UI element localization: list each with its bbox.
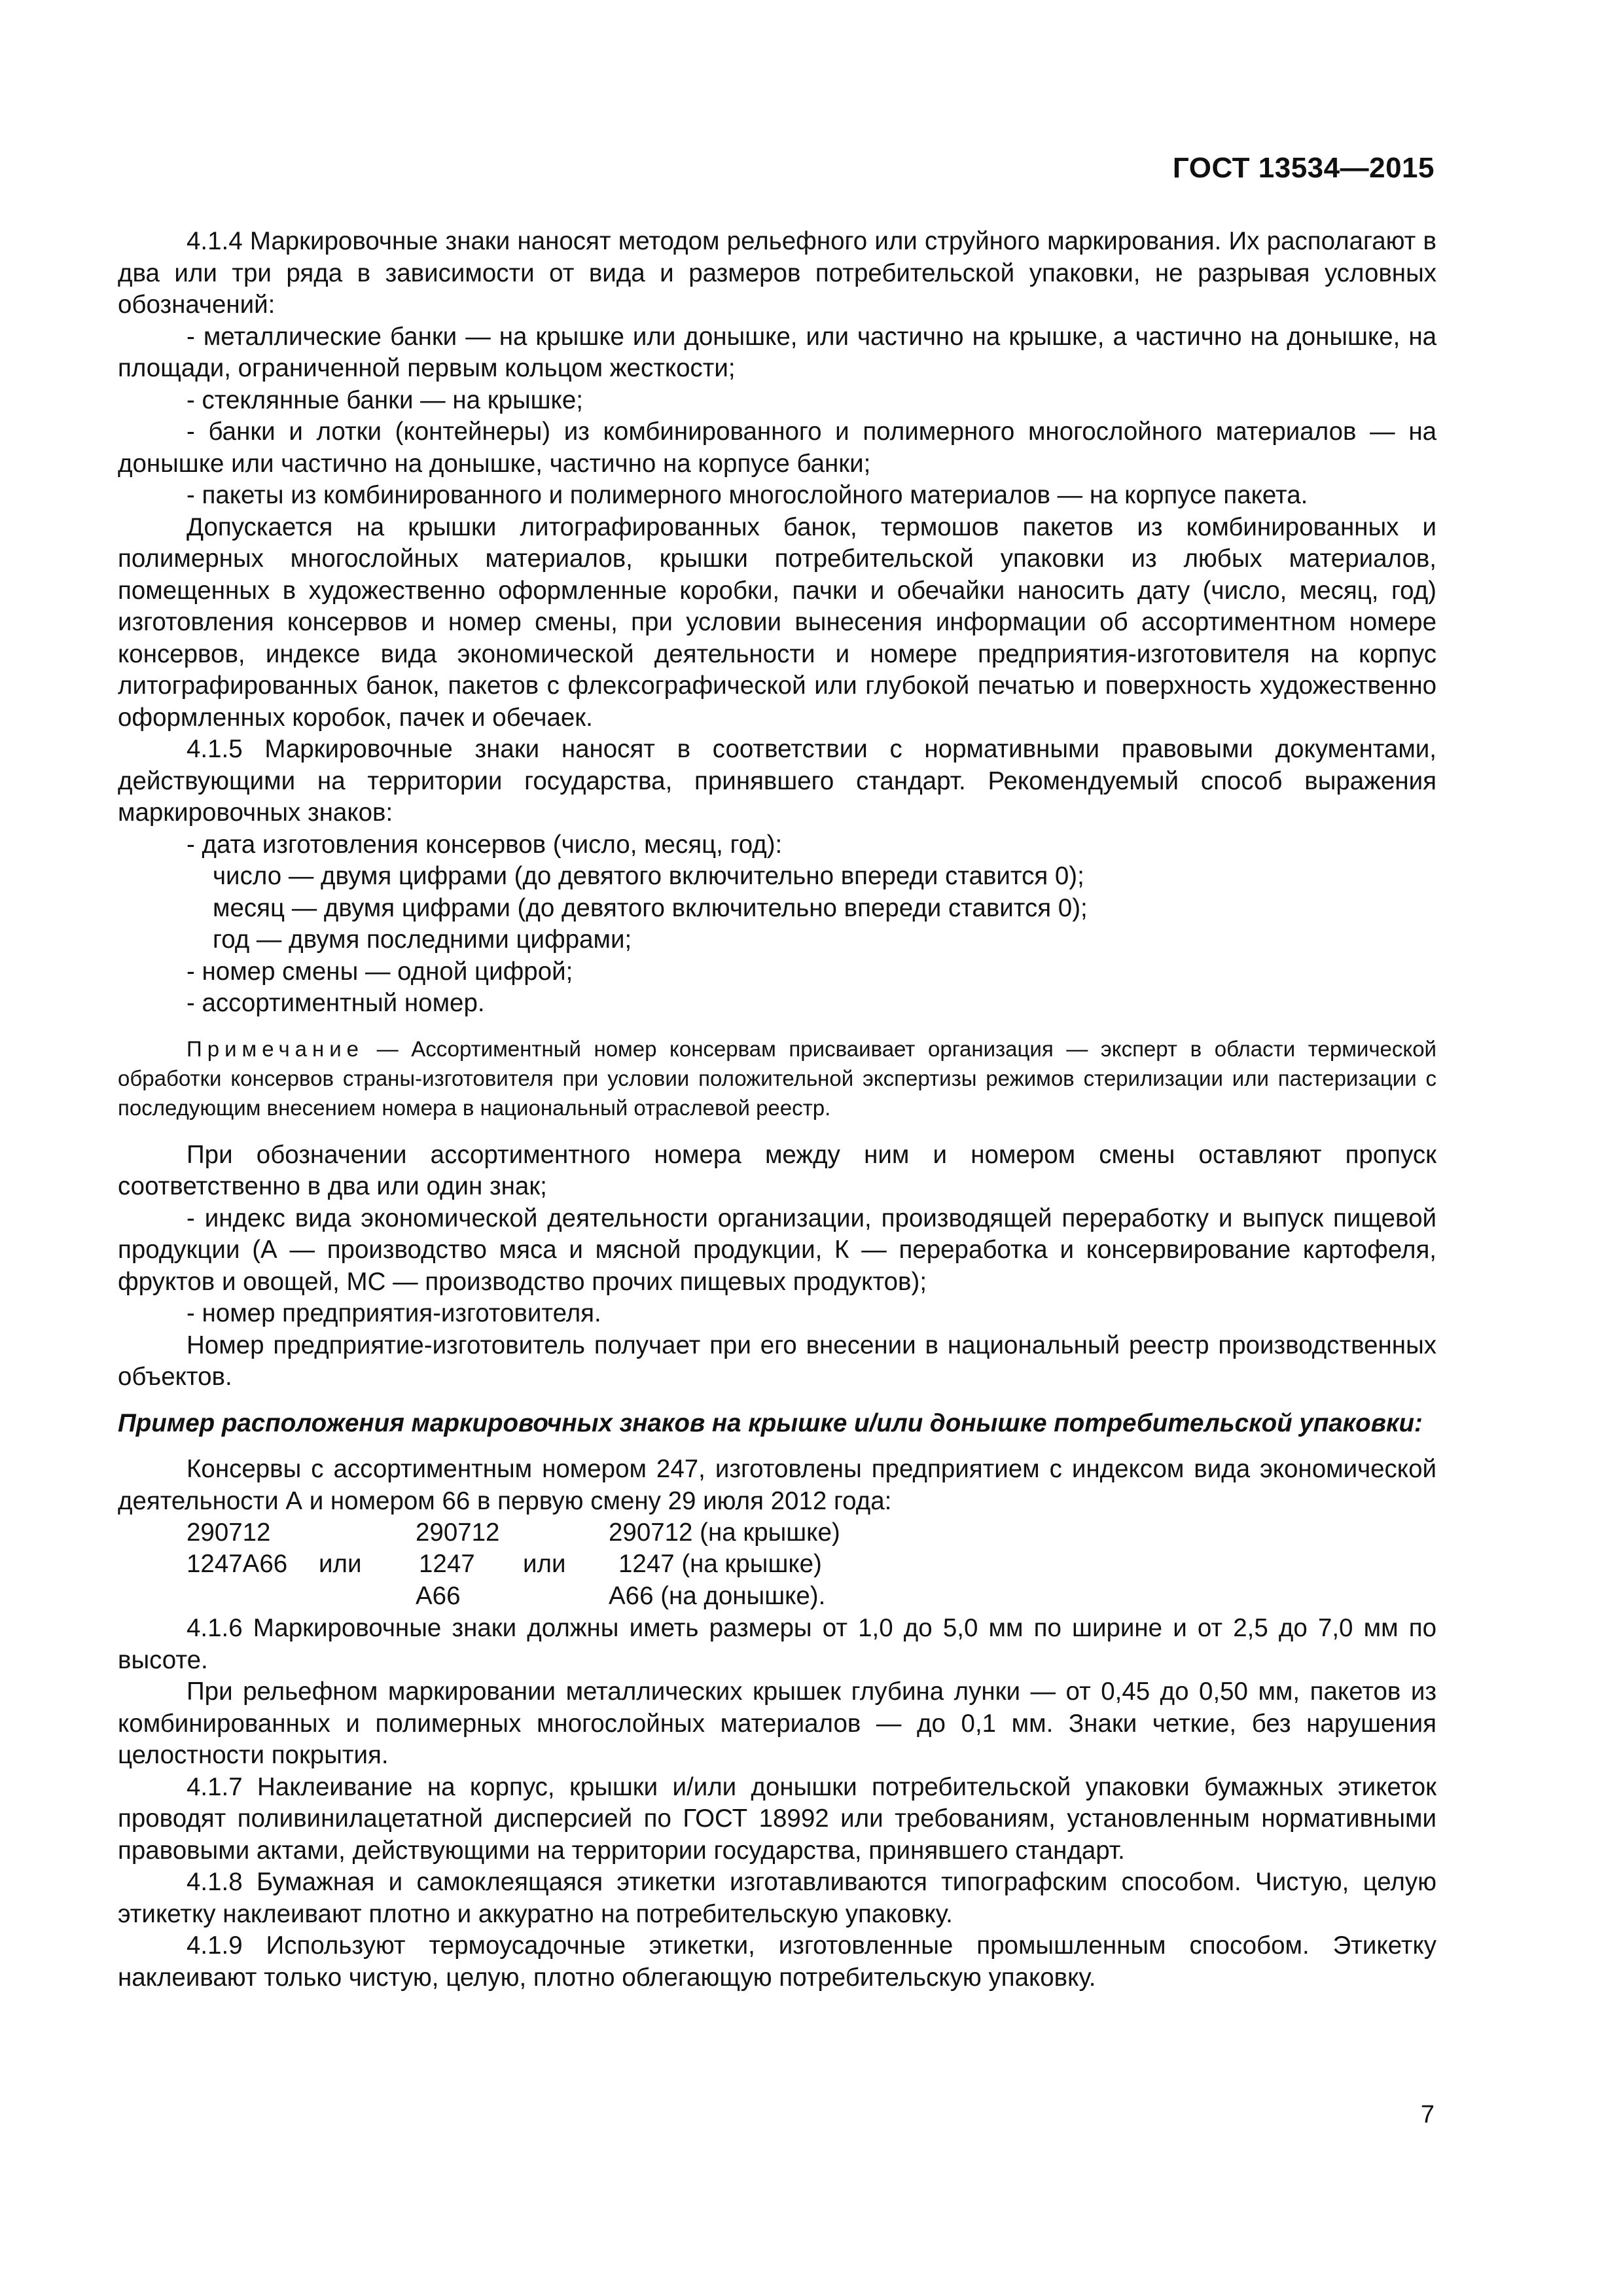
code-c-line2: 1247 (на крышке) bbox=[618, 1550, 822, 1578]
or-label-1: или bbox=[319, 1550, 362, 1578]
list-item-assortment: - ассортиментный номер. bbox=[187, 989, 485, 1017]
clause-4-1-9: 4.1.9 Используют термоусадочные этикетки, изготовленные промышленным способом. Этикетку наклеивают только чистую, целую, плотно облегающую потребительскую упаковку. bbox=[118, 1931, 1436, 1992]
code-b-line2: 1247 bbox=[419, 1550, 475, 1578]
clause-4-1-8: 4.1.8 Бумажная и самоклеящаяся этикетки изготавливаются типографским способом. Чистую, целую этикетку наклеивают плотно и аккуратно на потребительскую упаковку. bbox=[118, 1868, 1436, 1928]
example-text: Консервы с ассортиментным номером 247, изготовлены предприятием с индексом вида экономической деятельности А и номером 66 в первую смену 29 июля 2012 года: bbox=[118, 1455, 1436, 1515]
sub-item-day: число — двумя цифрами (до девятого включительно впереди ставится 0); bbox=[213, 862, 1084, 890]
code-a-line2: 1247А66 bbox=[187, 1550, 288, 1578]
code-a-line1: 290712 bbox=[187, 1518, 271, 1547]
note-label: Примечание bbox=[187, 1036, 365, 1061]
list-item-glass-jars: - стеклянные банки — на крышке; bbox=[187, 386, 583, 414]
list-item-activity-index: - индекс вида экономической деятельности организации, производящей переработку и выпуск пищевой продукции (А — производство мяса и мясной продукции, К — переработка и консервирование картофеля, фруктов и овощей, МС — производство прочих пищевых продуктов); bbox=[118, 1204, 1436, 1296]
code-c-line1: 290712 (на крышке) bbox=[609, 1518, 840, 1547]
example-heading: Пример расположения маркировочных знаков на крышке и/или донышке потребительской упаковки: bbox=[118, 1408, 1423, 1437]
code-c-line3: А66 (на донышке). bbox=[609, 1582, 826, 1610]
list-item-shift: - номер смены — одной цифрой; bbox=[187, 957, 573, 986]
clause-4-1-6: 4.1.6 Маркировочные знаки должны иметь размеры от 1,0 до 5,0 мм по ширине и от 2,5 до 7,0 мм по высоте. bbox=[118, 1614, 1436, 1674]
list-item-metal-cans: - металлические банки — на крышке или донышке, или частично на крышке, а частично на донышке, на площади, ограниченной первым кольцом жесткости; bbox=[118, 322, 1436, 382]
note-text: — Ассортиментный номер консервам присваивает организация — эксперт в области термической обработки консервов страны-изготовителя при условии положительной экспертизы режимов стерилизации или пастеризации с последующим внесением номера в национальный отраслевой реестр. bbox=[118, 1036, 1436, 1120]
paragraph-gap: При обозначении ассортиментного номера между ним и номером смены оставляют пропуск соответственно в два или один знак; bbox=[118, 1140, 1436, 1200]
clause-4-1-4: 4.1.4 Маркировочные знаки наносят методом рельефного или струйного маркирования. Их располагают в два или три ряда в зависимости от вида и размеров потребительской упаковки, не разрывая условных обозначений: bbox=[118, 227, 1436, 319]
paragraph-relief: При рельефном маркировании металлических крышек глубина лунки — от 0,45 до 0,50 мм, пакетов из комбинированных и полимерных многослойных материалов — до 0,1 мм. Знаки четкие, без нарушения целостности покрытия. bbox=[118, 1677, 1436, 1769]
code-b-line3: А66 bbox=[416, 1582, 461, 1610]
sub-item-year: год — двумя последними цифрами; bbox=[213, 925, 632, 954]
note-paragraph bbox=[118, 1034, 1436, 1122]
paragraph-allowed: Допускается на крышки литографированных банок, термошов пакетов из комбинированных и полимерных многослойных материалов, крышки потребительской упаковки из любых материалов, помещенных в художественно оформленные коробки, пачки и обечайки наносить дату (число, месяц, год) изготовления консервов и номер смены, при условии вынесения информации об ассортиментном номере консервов, индексе вида экономической деятельности и номере предприятия-изготовителя на корпус литографированных банок, пакетов с флексографической или глубокой печатью и поверхность художественно оформленных коробок, пачек и обечаек. bbox=[118, 512, 1436, 732]
list-item-trays: - банки и лотки (контейнеры) из комбинированного и полимерного многослойного материалов — на донышке или частично на донышке, частично на корпусе банки; bbox=[118, 418, 1436, 478]
marking-codes-example bbox=[118, 1517, 1436, 1613]
standard-designation: ГОСТ 13534—2015 bbox=[1172, 152, 1435, 184]
page-number: 7 bbox=[1420, 2101, 1435, 2128]
page-body bbox=[118, 226, 1436, 1994]
clause-4-1-5: 4.1.5 Маркировочные знаки наносят в соответствии с нормативными правовыми документами, действующими на территории государства, принявшего стандарт. Рекомендуемый способ выражения маркировочных знаков: bbox=[118, 735, 1436, 827]
paragraph-registry: Номер предприятие-изготовитель получает при его внесении в национальный реестр производственных объектов. bbox=[118, 1331, 1436, 1391]
sub-item-month: месяц — двумя цифрами (до девятого включительно впереди ставится 0); bbox=[213, 893, 1088, 922]
list-item-date: - дата изготовления консервов (число, месяц, год): bbox=[187, 830, 783, 859]
or-label-2: или bbox=[523, 1550, 566, 1578]
clause-4-1-7: 4.1.7 Наклеивание на корпус, крышки и/или донышки потребительской упаковки бумажных этикеток проводят поливинилацетатной дисперсией по ГОСТ 18992 или требованиям, установленным нормативными правовыми актами, действующими на территории государства, принявшего стандарт. bbox=[118, 1772, 1436, 1865]
code-b-line1: 290712 bbox=[416, 1518, 500, 1547]
list-item-bags: - пакеты из комбинированного и полимерного многослойного материалов — на корпусе пакета. bbox=[187, 481, 1308, 509]
list-item-manufacturer-number: - номер предприятия-изготовителя. bbox=[187, 1299, 601, 1327]
